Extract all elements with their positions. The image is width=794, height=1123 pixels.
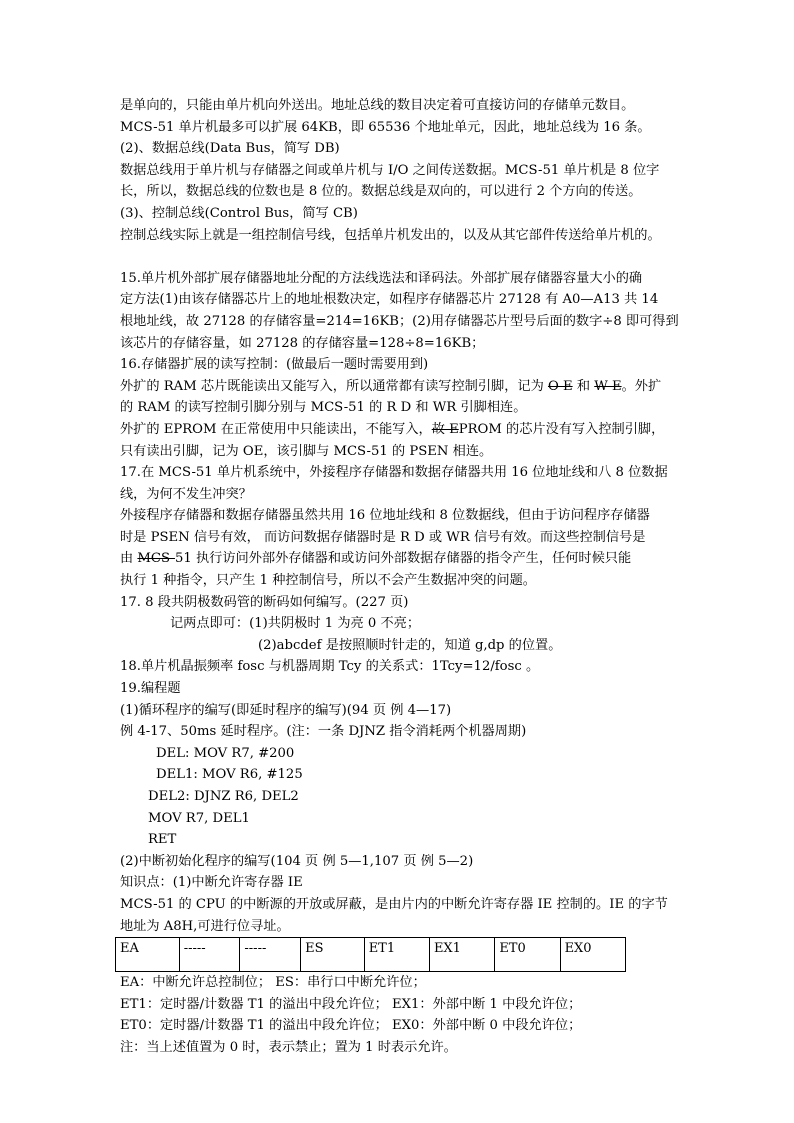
question-17: 17.在 MCS-51 单片机系统中，外接程序存储器和数据存储器共用 16 位地址线和八 8 位数据 [120,465,668,481]
text-line: 注：当上述值置为 0 时，表示禁止；置为 1 时表示允许。 [120,1039,457,1055]
text-span: 。外扩 [621,378,662,394]
text-line: 时是 PSEN 信号有效， 而访问数据存储器时是 R D 或 WR 信号有效。而这些控制信号是 [120,529,646,545]
text-line [120,376,690,398]
document-body [120,95,690,1059]
struck-text: MCS- [137,551,175,567]
text-line: 该芯片的存储容量，如 27128 的存储容量=128÷8=16KB； [120,335,485,351]
text-line: 控制总线实际上就是一组控制信号线，包括单片机发出的，以及从其它部件传送给单片机的。 [120,227,661,243]
text-line: 线，为何不发生冲突？ [120,486,252,502]
text-line: MCS-51 的 CPU 的中断源的开放或屏蔽，是由片内的中断允许寄存器 IE 控制的。IE 的字节 [120,896,668,912]
text-line: 定方法(1)由该存储器芯片上的地址根数决定，如程序存储器芯片 27128 有 A0—A13 共 14 [120,292,659,308]
code-line: RET [148,832,177,848]
text-span: 和 [576,378,591,394]
table-row [116,938,626,972]
text-span: 外扩的 EPROM 在正常使用中只能读出，不能写入， [120,421,432,437]
table-cell: ET1 [364,938,429,972]
code-line: DEL2: DJNZ R6, DEL2 [148,789,299,804]
table-cell: EX0 [560,938,625,972]
table-cell: ----- [179,938,240,972]
text-line: 只有读出引脚，记为 OE，该引脚与 MCS-51 的 PSEN 相连。 [120,443,493,459]
text-line: EA：中断允许总控制位； ES：串行口中断允许位； [120,975,426,991]
code-line: MOV R7, DEL1 [148,810,250,826]
text-line: 长，所以，数据总线的位数也是 8 位的。数据总线是双向的，可以进行 2 个方向的传送。 [120,184,642,200]
ie-register-table [115,937,626,972]
text-line: 外接程序存储器和数据存储器虽然共用 16 位地址线和 8 位数据线，但由于访问程序存储器 [120,508,650,524]
question-18: 18.单片机晶振频率 fosc 与机器周期 Tcy 的关系式：1Tcy=12/fosc 。 [120,659,540,675]
text-line: 地址为 A8H,可进行位寻址。 [120,918,290,934]
question-19: 19.编程题 [120,681,181,697]
text-line: ET1：定时器/计数器 T1 的溢出中段允许位； EX1：外部中断 1 中段允许位； [120,996,582,1012]
struck-text: 故 E [431,421,459,437]
section-heading: (3)、控制总线(Control Bus，简写 CB) [120,205,358,221]
question-17b: 17. 8 段共阴极数码管的断码如何编写。(227 页) [120,594,409,610]
table-cell: ----- [240,938,301,972]
text-line: 知识点：(1)中断允许寄存器 IE [120,875,303,891]
text-line [120,548,690,570]
text-line: 记两点即可：(1)共阴极时 1 为亮 0 不亮； [170,616,421,632]
text-line: 数据总线用于单片机与存储器之间或单片机与 I/O 之间传送数据。MCS-51 单片机是 8 位字 [120,162,660,178]
text-span: 由 [120,551,134,567]
question-15: 15.单片机外部扩展存储器地址分配的方法线选法和译码法。外部扩展存储器容量大小的确 [120,270,643,286]
question-16: 16.存储器扩展的读写控制：(做最后一题时需要用到) [120,357,429,373]
text-line: (2)abcdef 是按照顺时针走的，知道 g,dp 的位置。 [258,637,562,653]
text-line: 例 4-17、50ms 延时程序。(注：一条 DJNZ 指令消耗两个机器周期) [120,724,527,740]
text-line: (1)循环程序的编写(即延时程序的编写)(94 页 例 4—17) [120,702,452,718]
text-span: 51 执行访问外部外存储器和或访问外部数据存储器的指令产生，任何时候只能 [174,551,632,567]
code-line: DEL: MOV R7, #200 [156,745,295,761]
code-line: DEL1: MOV R6, #125 [156,767,303,783]
text-line: 根地址线，故 27128 的存储容量=214=16KB；(2)用存储器芯片型号后面的数字÷8 即可得到 [120,313,679,329]
text-line: ET0：定时器/计数器 T1 的溢出中段允许位； EX0：外部中断 0 中段允许位； [120,1018,582,1034]
section-heading: (2)、数据总线(Data Bus，简写 DB) [120,141,340,157]
text-line: MCS-51 单片机最多可以扩展 64KB，即 65536 个地址单元，因此，地址总线为 16 条。 [120,119,651,135]
text-line: (2)中断初始化程序的编写(104 页 例 5—1,107 页 例 5—2) [120,853,474,869]
table-cell: ES [301,938,365,972]
table-cell: EX1 [429,938,494,972]
table-cell: ET0 [495,938,560,972]
we-signal: W E [594,378,622,394]
text-span: 外扩的 RAM 芯片既能读出又能写入，所以通常都有读写控制引脚，记为 [120,378,544,394]
text-span: PROM 的芯片没有写入控制引脚， [458,421,665,437]
text-line: 的 RAM 的读写控制引脚分别与 MCS-51 的 R D 和 WR 引脚相连。 [120,400,527,416]
text-line [120,419,690,441]
text-line: 执行 1 种指令，只产生 1 种控制信号，所以不会产生数据冲突的问题。 [120,573,536,589]
blank-line [120,246,690,268]
table-cell: EA [116,938,180,972]
text-line: 是单向的，只能由单片机向外送出。地址总线的数目决定着可直接访问的存储单元数目。 [120,98,635,113]
oe-signal: O E [547,378,573,394]
